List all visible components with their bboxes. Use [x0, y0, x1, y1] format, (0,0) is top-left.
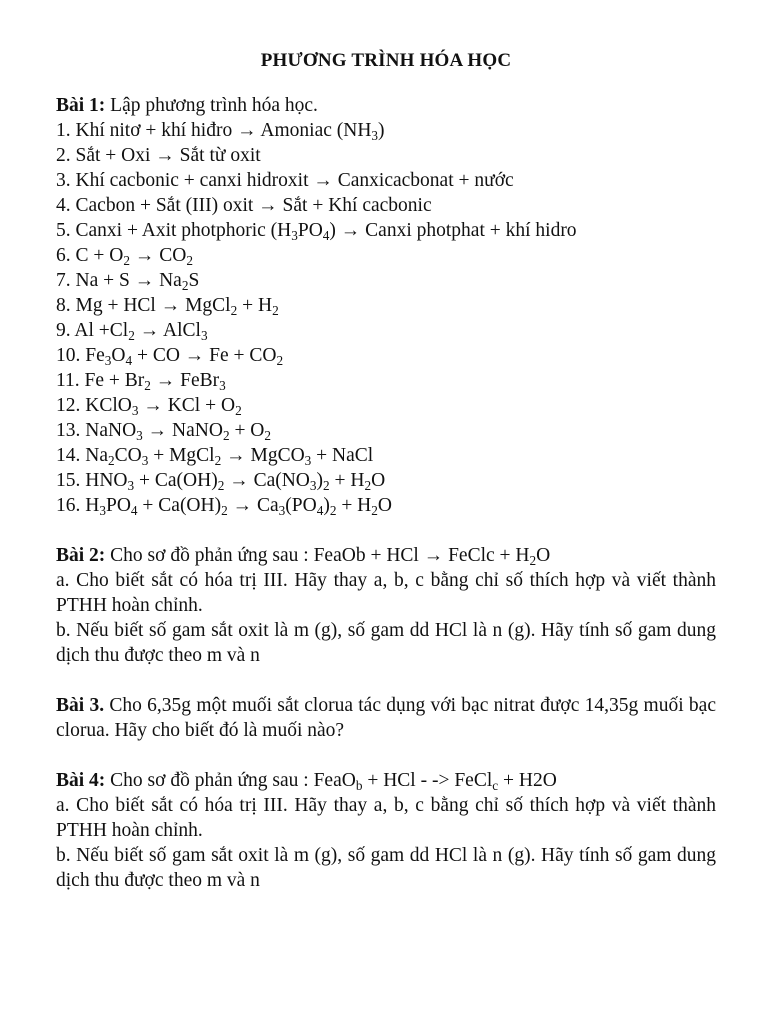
exercise-3-text	[56, 693, 716, 743]
exercise-2	[56, 543, 716, 668]
subscript: 3	[291, 227, 298, 243]
subscript: 2	[529, 552, 537, 568]
subscript: 3	[141, 452, 149, 468]
equation-item: 10. $Fe_3O_4$ + CO → $Fe + CO_2$	[56, 345, 284, 368]
exercise-1-label: Bài 1:	[56, 95, 106, 116]
subscript: 2	[144, 377, 151, 393]
subscript: 3	[278, 502, 286, 518]
equation-item: 5. Canxi + Axit photphoric $(H_3PO_4)$ → Canxi photphat + khí hidro	[56, 220, 577, 243]
subscript: 4	[125, 352, 133, 368]
subscript: 3	[127, 477, 135, 493]
equation-list	[56, 118, 716, 518]
subscript: 2	[181, 277, 189, 293]
subscript: 2	[221, 502, 228, 518]
exercise-3-label: Bài 3.	[56, 695, 105, 716]
equation-item: 6. $C + O_2 \to CO_2$	[56, 245, 193, 268]
equation-item: 1. Khí nitơ + khí hiđro → Amoniac $(NH_3)$	[56, 120, 385, 143]
exercise-4-label: Bài 4:	[56, 770, 106, 791]
document-page	[56, 48, 716, 918]
subscript: 2	[123, 252, 130, 268]
subscript: 3	[136, 427, 143, 443]
subscript: 3	[131, 402, 139, 418]
subscript: 2	[230, 302, 238, 318]
exercise-4-part-a: a. Cho biết sắt có hóa trị III. Hãy thay a, b, c bằng chỉ số thích hợp và viết thành PTHH hoàn chỉnh.	[56, 795, 716, 841]
equation-item: 13. NaNO$_3$ → NaNO$_2$ + $O_2$	[56, 420, 272, 443]
subscript: 3	[309, 477, 317, 493]
equation-item: 4. Cacbon + Sắt (III) oxit → Sắt + Khí cacbonic	[56, 195, 432, 216]
equation-item: 11. $Fe + Br_2$ → FeBr$_3$	[56, 370, 226, 393]
exercise-2-heading	[56, 543, 716, 568]
exercise-4-heading-text: Cho sơ đồ phản ứng sau : FeaO$_b$ + HCl - -> FeCl$_c$ + H2O	[105, 770, 557, 793]
subscript: 4	[322, 227, 330, 243]
subscript: 3	[371, 127, 379, 143]
subscript: 3	[99, 502, 106, 518]
equation-item: 3. Khí cacbonic + canxi hidroxit → Canxicacbonat + nước	[56, 170, 514, 191]
exercise-4	[56, 768, 716, 893]
equation-item: 15. $HNO_3 + Ca(OH)_2 \to Ca(NO_3)_2 + H_2O$	[56, 470, 386, 493]
exercise-1-heading	[56, 93, 716, 118]
exercise-1	[56, 93, 716, 518]
subscript: 2	[217, 477, 225, 493]
exercise-2-part-b: b. Nếu biết số gam sắt oxit là m (g), số gam dd HCl là n (g). Hãy tính số gam dung dịch thu được theo m và n	[56, 620, 716, 666]
exercise-3-body: Cho 6,35g một muối sắt clorua tác dụng với bạc nitrat được 14,35g muối bạc clorua. Hãy cho biết đó là muối nào?	[56, 695, 716, 741]
equation-item: 7. $Na + S \to Na_2S$	[56, 270, 200, 293]
subscript: 3	[104, 352, 112, 368]
exercise-3	[56, 693, 716, 743]
subscript: 2	[235, 402, 242, 418]
subscript: 3	[219, 377, 226, 393]
subscript: 3	[304, 452, 312, 468]
subscript: 2	[272, 302, 279, 318]
subscript: 2	[323, 477, 330, 493]
equation-item: 2. Sắt + Oxi → Sắt từ oxit	[56, 145, 261, 166]
exercise-2-part-a: a. Cho biết sắt có hóa trị III. Hãy thay a, b, c bằng chỉ số thích hợp và viết thành PTHH hoàn chỉnh.	[56, 570, 716, 616]
exercise-4-part-b: b. Nếu biết số gam sắt oxit là m (g), số gam dd HCl là n (g). Hãy tính số gam dung dịch thu được theo m và n	[56, 845, 716, 891]
exercise-2-label: Bài 2:	[56, 545, 106, 566]
subscript: 2	[186, 252, 193, 268]
subscript: 3	[200, 327, 208, 343]
subscript: 4	[130, 502, 138, 518]
exercise-4-heading	[56, 768, 716, 793]
subscript: c	[492, 777, 499, 793]
subscript: 2	[329, 502, 337, 518]
equation-item: 12. KClO$_3$ → KCl + $O_2$	[56, 395, 242, 418]
subscript: 2	[214, 452, 222, 468]
equation-item: 14. $Na_2CO_3$ + MgCl$_2$ → MgCO$_3$ + NaCl	[56, 445, 374, 468]
exercise-2-heading-text: Cho sơ đồ phản ứng sau : FeaOb + HCl → FeClc + $H_2O$	[105, 545, 551, 568]
page-title: PHƯƠNG TRÌNH HÓA HỌC	[260, 50, 512, 71]
subscript: 4	[316, 502, 324, 518]
exercise-1-heading-text: Lập phương trình hóa học.	[105, 95, 318, 116]
subscript: 2	[264, 427, 272, 443]
equation-item: 9. $Al +Cl_2$ → AlCl$_3$	[56, 320, 208, 343]
subscript: 2	[222, 427, 230, 443]
subscript: 2	[371, 502, 378, 518]
subscript: b	[355, 777, 363, 793]
subscript: 2	[128, 327, 135, 343]
subscript: 2	[108, 452, 115, 468]
equation-item: 16. $H_3PO_4 + Ca(OH)_2 \to Ca_3(PO_4)_2 + H_2O$	[56, 495, 392, 518]
subscript: 2	[276, 352, 284, 368]
subscript: 2	[364, 477, 372, 493]
equation-item: 8. Mg + HCl → MgCl$_2$ + $H_2$	[56, 295, 279, 318]
